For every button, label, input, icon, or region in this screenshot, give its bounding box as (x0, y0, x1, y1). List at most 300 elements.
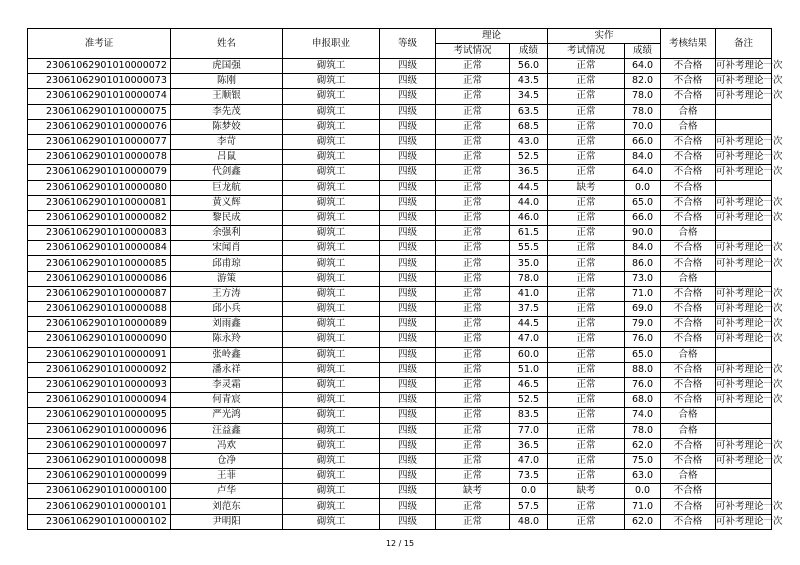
theory-status-cell: 正常 (436, 241, 510, 256)
level-cell: 四级 (380, 180, 436, 195)
table-row (28, 210, 772, 225)
job-cell: 砌筑工 (283, 104, 380, 119)
result-cell: 不合格 (661, 302, 716, 317)
result-cell: 不合格 (661, 453, 716, 468)
table-row (28, 377, 772, 392)
theory-status-cell: 正常 (436, 438, 510, 453)
name-cell: 邱小兵 (171, 302, 283, 317)
table-row (28, 226, 772, 241)
theory-score-cell: 44.5 (510, 180, 548, 195)
exam-no-cell: 23061062901010000100 (28, 484, 171, 499)
level-cell: 四级 (380, 74, 436, 89)
level-cell: 四级 (380, 438, 436, 453)
level-cell: 四级 (380, 302, 436, 317)
remark-cell: 可补考理论一次 (716, 514, 772, 529)
practice-score-cell: 76.0 (625, 377, 661, 392)
practice-status-cell: 正常 (548, 317, 625, 332)
page-number: 12 / 15 (385, 539, 415, 548)
theory-status-cell: 正常 (436, 347, 510, 362)
name-cell: 黎民成 (171, 210, 283, 225)
header-level: 等级 (380, 29, 436, 59)
practice-status-cell: 正常 (548, 514, 625, 529)
practice-score-cell: 0.0 (625, 180, 661, 195)
theory-score-cell: 56.0 (510, 59, 548, 74)
theory-status-cell: 正常 (436, 393, 510, 408)
level-cell: 四级 (380, 484, 436, 499)
practice-status-cell: 正常 (548, 408, 625, 423)
level-cell: 四级 (380, 134, 436, 149)
name-cell: 严光鸿 (171, 408, 283, 423)
theory-status-cell: 正常 (436, 119, 510, 134)
theory-score-cell: 43.0 (510, 134, 548, 149)
remark-cell: 可补考理论一次 (716, 59, 772, 74)
result-cell: 不合格 (661, 134, 716, 149)
exam-no-cell: 23061062901010000101 (28, 499, 171, 514)
level-cell: 四级 (380, 499, 436, 514)
level-cell: 四级 (380, 514, 436, 529)
job-cell: 砌筑工 (283, 302, 380, 317)
level-cell: 四级 (380, 423, 436, 438)
practice-score-cell: 70.0 (625, 119, 661, 134)
level-cell: 四级 (380, 453, 436, 468)
theory-score-cell: 63.5 (510, 104, 548, 119)
remark-cell: 可补考理论一次 (716, 286, 772, 301)
theory-status-cell: 正常 (436, 165, 510, 180)
theory-score-cell: 55.5 (510, 241, 548, 256)
result-cell: 合格 (661, 347, 716, 362)
job-cell: 砌筑工 (283, 332, 380, 347)
result-cell: 不合格 (661, 59, 716, 74)
result-cell: 合格 (661, 271, 716, 286)
result-cell: 不合格 (661, 438, 716, 453)
practice-score-cell: 78.0 (625, 89, 661, 104)
name-cell: 冯欢 (171, 438, 283, 453)
theory-status-cell: 正常 (436, 317, 510, 332)
job-cell: 砌筑工 (283, 195, 380, 210)
exam-no-cell: 23061062901010000074 (28, 89, 171, 104)
practice-score-cell: 90.0 (625, 226, 661, 241)
table-row (28, 241, 772, 256)
remark-cell: 可补考理论一次 (716, 362, 772, 377)
practice-status-cell: 正常 (548, 499, 625, 514)
result-cell: 不合格 (661, 377, 716, 392)
exam-no-cell: 23061062901010000072 (28, 59, 171, 74)
level-cell: 四级 (380, 195, 436, 210)
remark-cell (716, 180, 772, 195)
practice-status-cell: 正常 (548, 438, 625, 453)
practice-status-cell: 正常 (548, 453, 625, 468)
practice-status-cell: 正常 (548, 271, 625, 286)
theory-status-cell: 正常 (436, 180, 510, 195)
practice-score-cell: 64.0 (625, 165, 661, 180)
practice-score-cell: 0.0 (625, 484, 661, 499)
remark-cell (716, 423, 772, 438)
practice-status-cell: 正常 (548, 119, 625, 134)
remark-cell (716, 271, 772, 286)
practice-score-cell: 79.0 (625, 317, 661, 332)
exam-no-cell: 23061062901010000091 (28, 347, 171, 362)
practice-score-cell: 71.0 (625, 499, 661, 514)
job-cell: 砌筑工 (283, 180, 380, 195)
table-row (28, 484, 772, 499)
practice-score-cell: 78.0 (625, 104, 661, 119)
table-row (28, 59, 772, 74)
practice-status-cell: 正常 (548, 347, 625, 362)
practice-status-cell: 正常 (548, 469, 625, 484)
theory-score-cell: 77.0 (510, 423, 548, 438)
name-cell: 仓净 (171, 453, 283, 468)
practice-status-cell: 正常 (548, 134, 625, 149)
table-row (28, 180, 772, 195)
header-practice-status: 考试情况 (548, 44, 625, 59)
theory-score-cell: 52.5 (510, 393, 548, 408)
theory-score-cell: 37.5 (510, 302, 548, 317)
header-theory: 理论 (436, 29, 548, 44)
result-cell: 不合格 (661, 514, 716, 529)
practice-score-cell: 69.0 (625, 302, 661, 317)
practice-score-cell: 63.0 (625, 469, 661, 484)
exam-no-cell: 23061062901010000078 (28, 150, 171, 165)
table-row (28, 256, 772, 271)
table-row (28, 453, 772, 468)
job-cell: 砌筑工 (283, 74, 380, 89)
practice-score-cell: 62.0 (625, 438, 661, 453)
theory-score-cell: 46.0 (510, 210, 548, 225)
job-cell: 砌筑工 (283, 241, 380, 256)
practice-score-cell: 86.0 (625, 256, 661, 271)
theory-score-cell: 60.0 (510, 347, 548, 362)
header-practice: 实作 (548, 29, 661, 44)
theory-status-cell: 缺考 (436, 484, 510, 499)
practice-status-cell: 正常 (548, 74, 625, 89)
job-cell: 砌筑工 (283, 59, 380, 74)
practice-score-cell: 64.0 (625, 59, 661, 74)
level-cell: 四级 (380, 241, 436, 256)
table-row (28, 317, 772, 332)
practice-status-cell: 正常 (548, 302, 625, 317)
job-cell: 砌筑工 (283, 393, 380, 408)
table-row (28, 393, 772, 408)
exam-no-cell: 23061062901010000086 (28, 271, 171, 286)
theory-score-cell: 34.5 (510, 89, 548, 104)
theory-score-cell: 44.0 (510, 195, 548, 210)
exam-no-cell: 23061062901010000085 (28, 256, 171, 271)
result-cell: 不合格 (661, 241, 716, 256)
result-cell: 合格 (661, 469, 716, 484)
practice-score-cell: 84.0 (625, 150, 661, 165)
level-cell: 四级 (380, 226, 436, 241)
name-cell: 张岭鑫 (171, 347, 283, 362)
level-cell: 四级 (380, 59, 436, 74)
theory-status-cell: 正常 (436, 499, 510, 514)
remark-cell (716, 484, 772, 499)
job-cell: 砌筑工 (283, 453, 380, 468)
theory-score-cell: 48.0 (510, 514, 548, 529)
remark-cell: 可补考理论一次 (716, 317, 772, 332)
practice-status-cell: 正常 (548, 393, 625, 408)
practice-score-cell: 66.0 (625, 134, 661, 149)
exam-no-cell: 23061062901010000089 (28, 317, 171, 332)
practice-status-cell: 正常 (548, 256, 625, 271)
results-table (27, 28, 783, 530)
result-cell: 合格 (661, 119, 716, 134)
remark-cell: 可补考理论一次 (716, 256, 772, 271)
table-row (28, 408, 772, 423)
result-cell: 不合格 (661, 317, 716, 332)
name-cell: 陈刚 (171, 74, 283, 89)
theory-score-cell: 68.5 (510, 119, 548, 134)
name-cell: 吕鼠 (171, 150, 283, 165)
result-cell: 合格 (661, 226, 716, 241)
practice-status-cell: 正常 (548, 210, 625, 225)
exam-no-cell: 23061062901010000099 (28, 469, 171, 484)
level-cell: 四级 (380, 256, 436, 271)
theory-status-cell: 正常 (436, 104, 510, 119)
table-row (28, 104, 772, 119)
name-cell: 代剑鑫 (171, 165, 283, 180)
table-row (28, 302, 772, 317)
level-cell: 四级 (380, 89, 436, 104)
practice-score-cell: 82.0 (625, 74, 661, 89)
remark-cell: 可补考理论一次 (716, 134, 772, 149)
practice-score-cell: 65.0 (625, 347, 661, 362)
exam-no-cell: 23061062901010000077 (28, 134, 171, 149)
remark-cell: 可补考理论一次 (716, 150, 772, 165)
practice-status-cell: 正常 (548, 195, 625, 210)
job-cell: 砌筑工 (283, 119, 380, 134)
exam-no-cell: 23061062901010000102 (28, 514, 171, 529)
practice-score-cell: 88.0 (625, 362, 661, 377)
name-cell: 虎国强 (171, 59, 283, 74)
remark-cell: 可补考理论一次 (716, 165, 772, 180)
table-row (28, 271, 772, 286)
theory-status-cell: 正常 (436, 271, 510, 286)
result-cell: 不合格 (661, 362, 716, 377)
exam-no-cell: 23061062901010000093 (28, 377, 171, 392)
practice-score-cell: 71.0 (625, 286, 661, 301)
exam-no-cell: 23061062901010000096 (28, 423, 171, 438)
exam-no-cell: 23061062901010000098 (28, 453, 171, 468)
table-row (28, 150, 772, 165)
table-row (28, 134, 772, 149)
table-row (28, 347, 772, 362)
practice-status-cell: 正常 (548, 241, 625, 256)
theory-score-cell: 46.5 (510, 377, 548, 392)
table-row (28, 119, 772, 134)
job-cell: 砌筑工 (283, 165, 380, 180)
name-cell: 巨龙航 (171, 180, 283, 195)
practice-status-cell: 正常 (548, 104, 625, 119)
level-cell: 四级 (380, 332, 436, 347)
table-row (28, 438, 772, 453)
result-cell: 不合格 (661, 195, 716, 210)
name-cell: 黄义辉 (171, 195, 283, 210)
exam-no-cell: 23061062901010000094 (28, 393, 171, 408)
theory-status-cell: 正常 (436, 195, 510, 210)
remark-cell: 可补考理论一次 (716, 210, 772, 225)
remark-cell (716, 408, 772, 423)
result-cell: 合格 (661, 408, 716, 423)
job-cell: 砌筑工 (283, 438, 380, 453)
theory-status-cell: 正常 (436, 332, 510, 347)
name-cell: 王方涛 (171, 286, 283, 301)
job-cell: 砌筑工 (283, 408, 380, 423)
job-cell: 砌筑工 (283, 286, 380, 301)
theory-score-cell: 57.5 (510, 499, 548, 514)
name-cell: 李灵霜 (171, 377, 283, 392)
header-result: 考核结果 (661, 29, 716, 59)
level-cell: 四级 (380, 377, 436, 392)
level-cell: 四级 (380, 286, 436, 301)
result-cell: 不合格 (661, 180, 716, 195)
remark-cell (716, 226, 772, 241)
job-cell: 砌筑工 (283, 89, 380, 104)
theory-status-cell: 正常 (436, 408, 510, 423)
theory-score-cell: 36.5 (510, 438, 548, 453)
theory-score-cell: 73.5 (510, 469, 548, 484)
practice-status-cell: 正常 (548, 286, 625, 301)
theory-score-cell: 52.5 (510, 150, 548, 165)
level-cell: 四级 (380, 119, 436, 134)
name-cell: 刘雨鑫 (171, 317, 283, 332)
level-cell: 四级 (380, 347, 436, 362)
theory-status-cell: 正常 (436, 302, 510, 317)
practice-status-cell: 正常 (548, 332, 625, 347)
practice-score-cell: 73.0 (625, 271, 661, 286)
job-cell: 砌筑工 (283, 347, 380, 362)
job-cell: 砌筑工 (283, 256, 380, 271)
header-exam-no: 准考证 (28, 29, 171, 59)
theory-status-cell: 正常 (436, 256, 510, 271)
header-theory-score: 成绩 (510, 44, 548, 59)
level-cell: 四级 (380, 104, 436, 119)
result-cell: 合格 (661, 423, 716, 438)
header-remark: 备注 (716, 29, 772, 59)
remark-cell: 可补考理论一次 (716, 393, 772, 408)
theory-status-cell: 正常 (436, 423, 510, 438)
theory-score-cell: 44.5 (510, 317, 548, 332)
remark-cell: 可补考理论一次 (716, 499, 772, 514)
result-cell: 不合格 (661, 499, 716, 514)
practice-status-cell: 正常 (548, 226, 625, 241)
exam-no-cell: 23061062901010000092 (28, 362, 171, 377)
practice-status-cell: 缺考 (548, 180, 625, 195)
exam-no-cell: 23061062901010000081 (28, 195, 171, 210)
practice-score-cell: 76.0 (625, 332, 661, 347)
practice-status-cell: 正常 (548, 423, 625, 438)
practice-score-cell: 84.0 (625, 241, 661, 256)
theory-score-cell: 43.5 (510, 74, 548, 89)
result-cell: 不合格 (661, 484, 716, 499)
practice-status-cell: 正常 (548, 150, 625, 165)
level-cell: 四级 (380, 362, 436, 377)
table-row (28, 74, 772, 89)
result-cell: 不合格 (661, 393, 716, 408)
job-cell: 砌筑工 (283, 210, 380, 225)
name-cell: 卢华 (171, 484, 283, 499)
practice-score-cell: 62.0 (625, 514, 661, 529)
practice-score-cell: 74.0 (625, 408, 661, 423)
remark-cell: 可补考理论一次 (716, 74, 772, 89)
header-job: 申报职业 (283, 29, 380, 59)
name-cell: 李先茂 (171, 104, 283, 119)
theory-status-cell: 正常 (436, 210, 510, 225)
result-cell: 合格 (661, 104, 716, 119)
table-row (28, 469, 772, 484)
name-cell: 陈永羚 (171, 332, 283, 347)
practice-score-cell: 66.0 (625, 210, 661, 225)
exam-no-cell: 23061062901010000073 (28, 74, 171, 89)
remark-cell (716, 347, 772, 362)
level-cell: 四级 (380, 150, 436, 165)
theory-score-cell: 78.0 (510, 271, 548, 286)
level-cell: 四级 (380, 393, 436, 408)
job-cell: 砌筑工 (283, 317, 380, 332)
name-cell: 余强利 (171, 226, 283, 241)
table-header (28, 29, 772, 59)
remark-cell (716, 119, 772, 134)
name-cell: 何青宸 (171, 393, 283, 408)
result-cell: 不合格 (661, 165, 716, 180)
theory-status-cell: 正常 (436, 377, 510, 392)
theory-status-cell: 正常 (436, 453, 510, 468)
header-name: 姓名 (171, 29, 283, 59)
theory-score-cell: 47.0 (510, 453, 548, 468)
job-cell: 砌筑工 (283, 362, 380, 377)
practice-score-cell: 65.0 (625, 195, 661, 210)
exam-no-cell: 23061062901010000087 (28, 286, 171, 301)
theory-status-cell: 正常 (436, 226, 510, 241)
name-cell: 王菲 (171, 469, 283, 484)
job-cell: 砌筑工 (283, 469, 380, 484)
theory-score-cell: 61.5 (510, 226, 548, 241)
level-cell: 四级 (380, 408, 436, 423)
table-body (28, 59, 783, 530)
exam-no-cell: 23061062901010000075 (28, 104, 171, 119)
header-theory-status: 考试情况 (436, 44, 510, 59)
remark-cell: 可补考理论一次 (716, 453, 772, 468)
name-cell: 宋闻肖 (171, 241, 283, 256)
theory-score-cell: 0.0 (510, 484, 548, 499)
practice-status-cell: 缺考 (548, 484, 625, 499)
level-cell: 四级 (380, 469, 436, 484)
theory-score-cell: 35.0 (510, 256, 548, 271)
exam-no-cell: 23061062901010000097 (28, 438, 171, 453)
theory-score-cell: 47.0 (510, 332, 548, 347)
remark-cell: 可补考理论一次 (716, 195, 772, 210)
theory-status-cell: 正常 (436, 469, 510, 484)
job-cell: 砌筑工 (283, 484, 380, 499)
exam-no-cell: 23061062901010000084 (28, 241, 171, 256)
practice-status-cell: 正常 (548, 165, 625, 180)
table-row (28, 195, 772, 210)
job-cell: 砌筑工 (283, 271, 380, 286)
practice-status-cell: 正常 (548, 377, 625, 392)
theory-status-cell: 正常 (436, 286, 510, 301)
name-cell: 游策 (171, 271, 283, 286)
exam-no-cell: 23061062901010000082 (28, 210, 171, 225)
theory-status-cell: 正常 (436, 59, 510, 74)
level-cell: 四级 (380, 165, 436, 180)
header-practice-score: 成绩 (625, 44, 661, 59)
name-cell: 汪益鑫 (171, 423, 283, 438)
result-cell: 不合格 (661, 332, 716, 347)
job-cell: 砌筑工 (283, 377, 380, 392)
remark-cell: 可补考理论一次 (716, 302, 772, 317)
name-cell: 李苛 (171, 134, 283, 149)
practice-status-cell: 正常 (548, 362, 625, 377)
theory-score-cell: 51.0 (510, 362, 548, 377)
